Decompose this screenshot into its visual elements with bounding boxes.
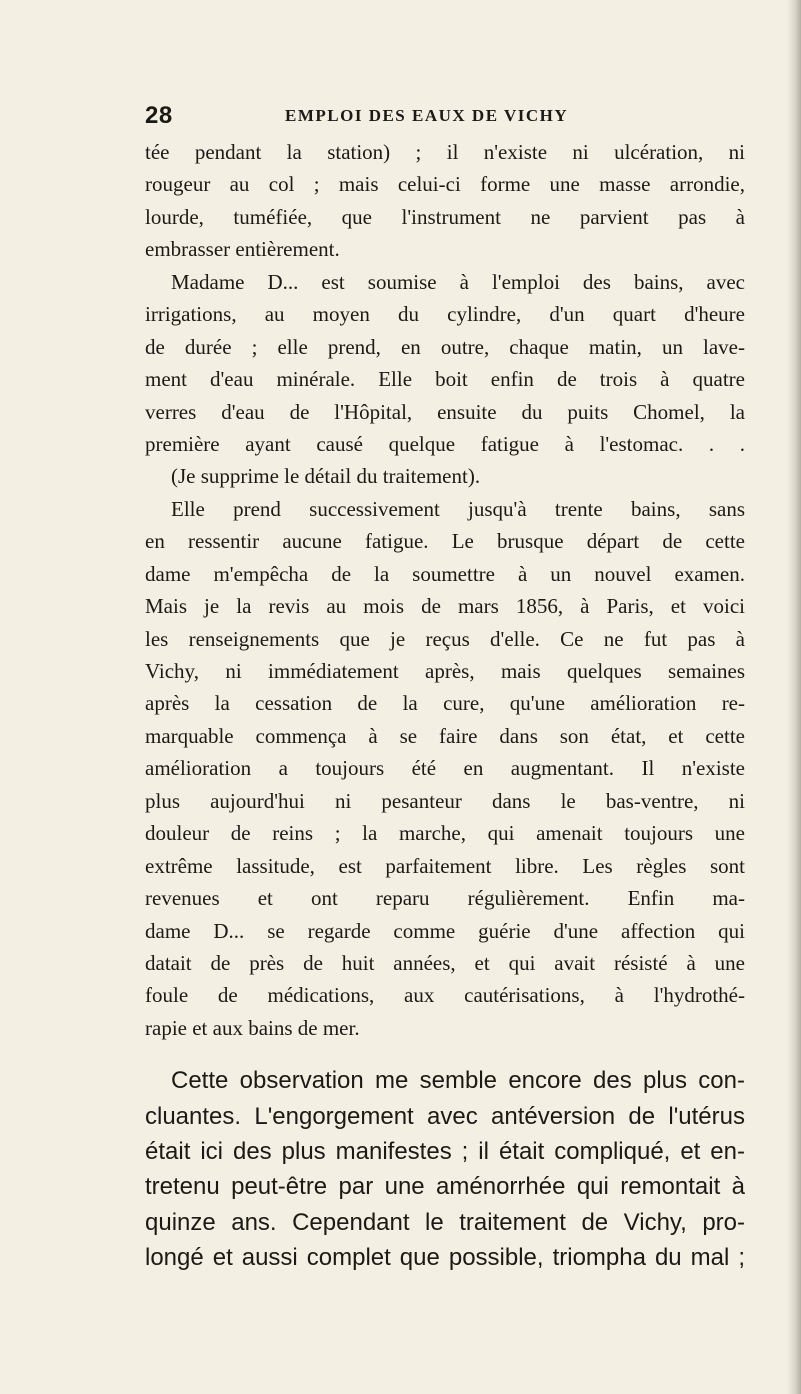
text-line: Cette observation me semble encore des plus con- <box>171 1067 745 1095</box>
text-line: amélioration a toujours été en augmentant. Il n'existe <box>145 756 745 781</box>
text-line: datait de près de huit années, et qui avait résisté à une <box>145 950 745 975</box>
text-line: (Je supprime le détail du traitement). <box>171 464 481 489</box>
text-line: dame D... se regarde comme guérie d'une affection qui <box>145 918 745 943</box>
paragraph-2 <box>145 266 745 461</box>
text-line: en ressentir aucune fatigue. Le brusque départ de cette <box>145 529 745 554</box>
text-line: cluantes. L'engorgement avec antéversion de l'utérus <box>145 1102 745 1130</box>
paragraph-1 <box>145 136 745 266</box>
body-text <box>145 136 745 1276</box>
text-line: douleur de reins ; la marche, qui amenait toujours une <box>145 821 745 846</box>
text-line: verres d'eau de l'Hôpital, ensuite du puits Chomel, la <box>145 399 745 424</box>
paragraph-spacer <box>145 1044 745 1063</box>
text-line: embrasser entièrement. <box>145 237 340 262</box>
text-line: rougeur au col ; mais celui-ci forme une masse arrondie, <box>145 172 745 197</box>
text-line: tretenu peut-être par une aménorrhée qui remontait à <box>145 1173 745 1201</box>
page-header <box>145 102 745 132</box>
text-line: lourde, tuméfiée, que l'instrument ne parvient pas à <box>145 204 745 229</box>
running-title: EMPLOI DES EAUX DE VICHY <box>285 106 569 125</box>
paragraph-5 <box>145 1063 745 1275</box>
text-line: Madame D... est soumise à l'emploi des bains, avec <box>171 269 745 294</box>
text-line: après la cessation de la cure, qu'une amélioration re- <box>145 691 745 716</box>
text-line: première ayant causé quelque fatigue à l'estomac. . . <box>145 431 745 456</box>
text-line: tée pendant la station) ; il n'existe ni ulcération, ni <box>145 140 745 164</box>
text-line: foule de médications, aux cautérisations, à l'hydrothé- <box>145 983 745 1008</box>
text-line: plus aujourd'hui ni pesanteur dans le bas-ventre, ni <box>145 788 745 813</box>
text-line: était ici des plus manifestes ; il était compliqué, et en- <box>145 1138 745 1166</box>
text-line: marquable commença à se faire dans son état, et cette <box>145 723 745 748</box>
text-line: rapie et aux bains de mer. <box>145 1015 360 1040</box>
paragraph-3 <box>145 460 745 492</box>
page-edge-shadow <box>787 0 801 1394</box>
text-line: quinze ans. Cependant le traitement de Vichy, pro- <box>145 1208 745 1236</box>
text-line: longé et aussi complet que possible, triompha du mal ; <box>145 1244 745 1272</box>
text-line: les renseignements que je reçus d'elle. Ce ne fut pas à <box>145 626 745 651</box>
text-line: ment d'eau minérale. Elle boit enfin de trois à quatre <box>145 367 745 392</box>
text-line: dame m'empêcha de la soumettre à un nouvel examen. <box>145 561 745 586</box>
text-line: de durée ; elle prend, en outre, chaque matin, un lave- <box>145 334 745 359</box>
text-line: Mais je la revis au mois de mars 1856, à Paris, et voici <box>145 594 745 619</box>
text-line: extrême lassitude, est parfaitement libre. Les règles sont <box>145 853 745 878</box>
text-line: Vichy, ni immédiatement après, mais quelques semaines <box>145 659 745 683</box>
paragraph-4 <box>145 493 745 1044</box>
text-line: irrigations, au moyen du cylindre, d'un quart d'heure <box>145 302 745 327</box>
text-line: revenues et ont reparu régulièrement. Enfin ma- <box>145 886 745 911</box>
text-line: Elle prend successivement jusqu'à trente bains, sans <box>171 496 745 521</box>
page-number: 28 <box>145 102 173 129</box>
